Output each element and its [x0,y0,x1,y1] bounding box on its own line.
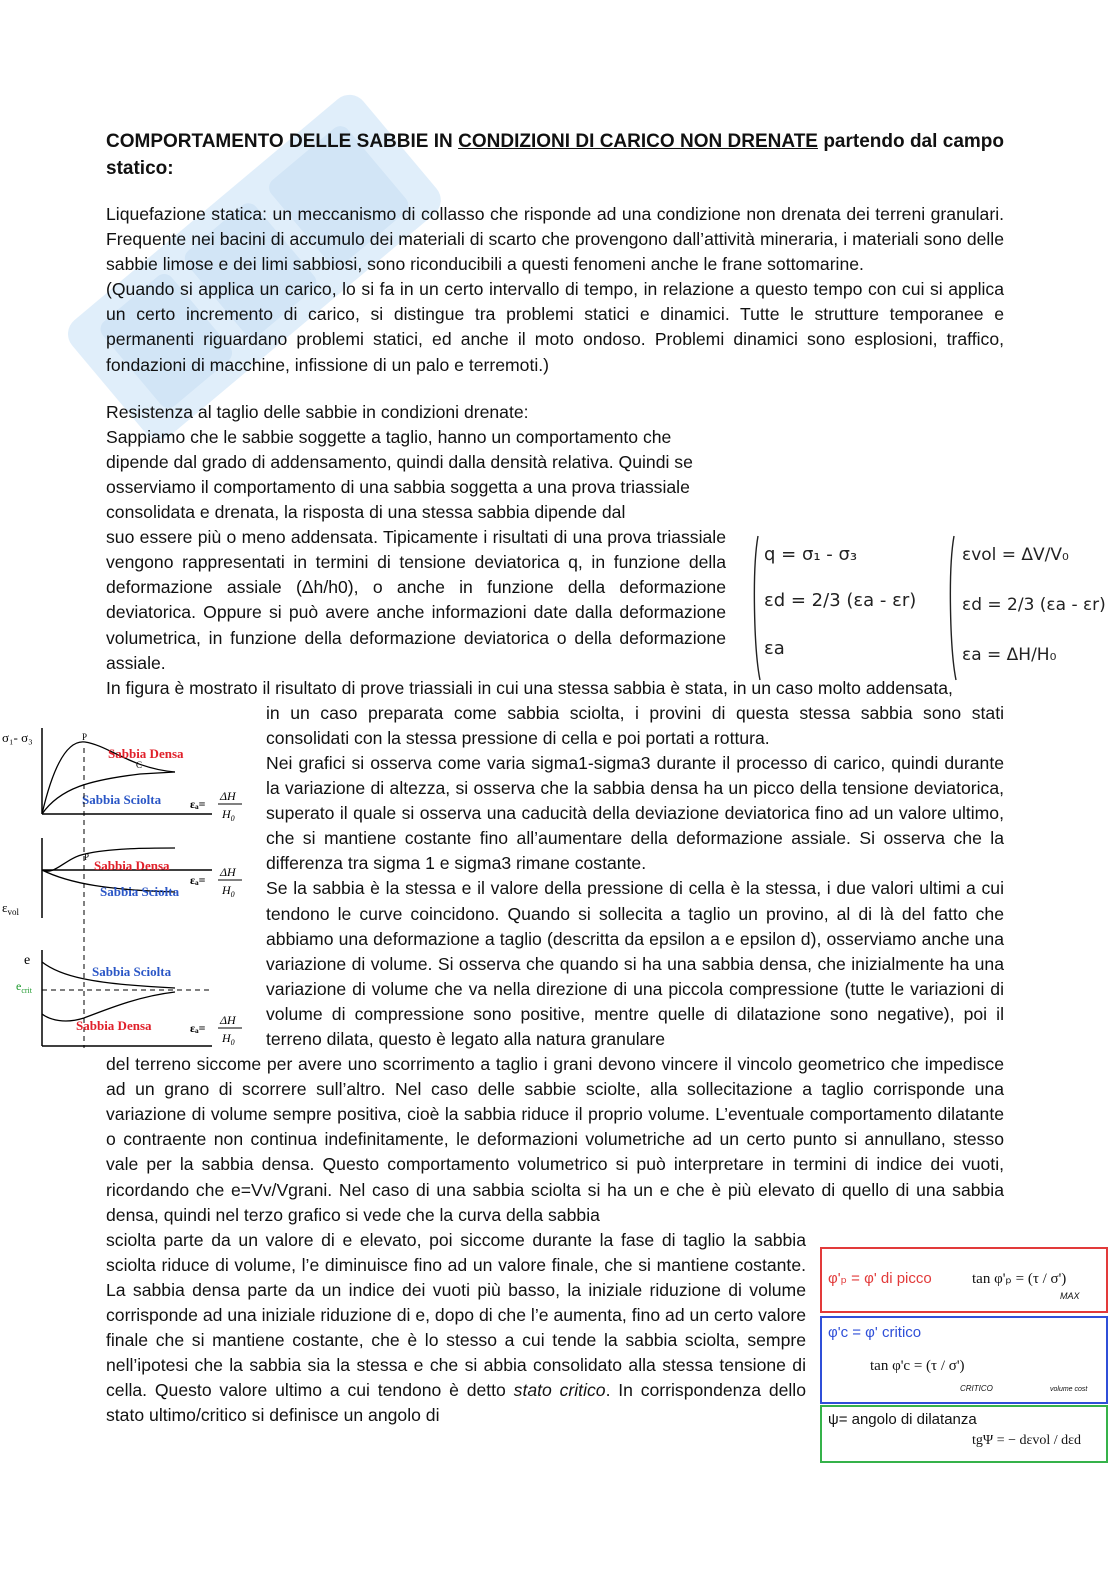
label-loose-1: Sabbia Sciolta [82,792,162,807]
eps-a-3: εₐ= [190,1021,206,1035]
peak-friction-box [820,1247,1108,1313]
label-dense-3: Sabbia Densa [76,1018,152,1033]
critical-label-text: φ'c = φ' critico [828,1324,922,1341]
hand-evol: εvol = ΔV/V₀ [962,545,1069,565]
critical-sub2: volume cost [1050,1386,1088,1393]
hand-q: q = σ₁ - σ₃ [764,544,858,565]
dilatancy-label-text: ψ= angolo di dilatanza [828,1411,977,1428]
axis-label-sigma: σ₁- σ₃ [2,730,33,745]
critical-formula: tan φ'c = (τ / σ') [870,1358,965,1374]
dH-2: ΔH [220,865,236,879]
crit-point-label: C [136,760,143,770]
hand-ea-left: εa [764,638,785,659]
label-dense-1: Sabbia Densa [108,746,184,761]
stato-critico-term: stato critico [513,1380,606,1401]
axis-label-e: e [24,953,31,968]
peak-formula-sub: MAX [1060,1291,1080,1301]
dilatancy-formula: tgΨ = − dεvol / dεd [972,1433,1082,1448]
page-title: COMPORTAMENTO DELLE SABBIE IN CONDIZIONI DI CARICO NON DRENATE partendo dal campo statico: [106,131,1004,179]
paragraph-carico: (Quando si applica un carico, lo si fa in un certo intervallo di tempo, in relazione a questo tempo con cui si applica un certo incremento di carico, si distingue tra problemi statici e dinamici. Tutte le strutture temporanee e permanenti riguardano problemi statici, ed anche il moto ondoso. Problemi dinamici sono esplosioni, traffico, fondazioni di macchine, infissione di un palo e terremoti.) [106,279,1004,375]
label-loose-3: Sabbia Sciolta [92,964,172,979]
axis-label-ecrit: $e_{crit}$ [16,979,32,995]
dH-3: ΔH [220,1013,236,1027]
section-heading-resistenza: Resistenza al taglio delle sabbie in condizioni drenate: [106,401,529,422]
label-dense-2: Sabbia Densa [94,858,170,873]
handwritten-formulas [748,530,1108,690]
triaxial-figure [0,718,262,1056]
label-loose-2: Sabbia Sciolta [100,884,180,899]
hand-ed-right: εd = 2/3 (εa - εr) [962,595,1106,615]
peak-label-2: P [84,852,90,862]
H0-1: $H_0$ [222,807,235,823]
hand-ea-right: εa = ΔH/H₀ [962,645,1057,665]
peak-label-text: φ'ₚ = φ' di picco [828,1270,932,1287]
paragraph-resistenza-b: suo essere più o meno addensata. Tipicamente i risultati di una prova triassiale vengono rappresentati in termini di tensione deviatorica q, in funzione della deformazione assiale (Δh/h0), o anche in funzione della deformazione deviatorica. Oppure si può avere anche informazioni date dalla deformazione volumetrica, in funzione della deformazione deviatorica o della deformazione assiale. [106,527,726,673]
peak-label: P [82,732,88,742]
hand-ed-left: εd = 2/3 (εa - εr) [764,590,917,611]
dilatancy-box [820,1405,1108,1463]
critical-friction-box [820,1316,1108,1404]
H0-3: $H_0$ [222,1031,235,1047]
peak-formula: tan φ'ₚ = (τ / σ') [972,1271,1067,1287]
paragraph-volume-b: del terreno siccome per avere uno scorrimento a taglio i grani devono vincere il vincolo geometrico che impedisce ad un grano di scorrere sull’altro. Nel caso delle sabbie sciolte, alla sollecitazione a taglio corrisponde una variazione di volume sempre positiva, cioè la sabbia riduce il proprio volume. L’eventuale comportamento dilatante o contraente non continua indefinitamente, le deformazioni volumetriche ad un certo punto si annullano, stesso vale per la sabbia densa. Questo comportamento volumetrico si può interpretare in termini di indice dei vuoti, ricordando che e=Vv/Vgrani. Nel caso di una sabbia sciolta si ha un e che è più elevato di quello di una sabbia densa, quindi nel terzo grafico si vede che la curva della sabbia [106,1054,1004,1225]
paragraph-volume-a: Se la sabbia è la stessa e il valore della pressione di cella è la stessa, i due valori ultimi a cui tendono le curve coincidono. Quando si sollecita a taglio un provino, al di là del fatto che abbiamo una deformazione a taglio (descritta da epsilon a e epsilon d), osserviamo anche una variazione di volume. Si osserva che quando si ha una sabbia densa, che inizialmente ha una variazione di volume che va nella direzione di una piccola compressione (tutte le variazioni di volume di compressione sono positive, mentre quelle di dilatazione sono negative), poi il terreno dilata, questo è legato alla natura granulare [266,878,1004,1049]
paragraph-liquefazione: Liquefazione statica: un meccanismo di collasso che risponde ad una condizione non drenata dei terreni granulari. Frequente nei bacini di accumulo dei materiali di scarto che provengono dall’attività mineraria, i materiali sono delle sabbie limose e dei limi sabbiosi, sono riconducibili a questi fenomeni anche le frane sottomarine. [106,204,1004,275]
paragraph-figura-b: in un caso preparata come sabbia sciolta, i provini di questa stessa sabbia sono stati consolidati con la stessa pressione di cella e poi portati a rottura. [266,702,1004,748]
critical-sub1: CRITICO [960,1384,993,1393]
paragraph-volume-c: sciolta parte da un valore di e elevato, poi siccome durante la fase di taglio la sabbia sciolta riduce di volume, l’e diminuisce fino ad un valore finale, che si mantiene costante. La sabbia densa parte da un indice dei vuoti più basso, la iniziale riduzione di volume corrisponde ad una iniziale riduzione di e, dopo di che l’e aumenta, fino ad un certo valore finale che si mantiene costante, che è lo stesso a cui tende la sabbia sciolta, sempre nell’ipotesi che la sabbia sia la stessa e che si abbia consolidato alla stessa tensione di cella. Questo valore ultimo a cui tendono è detto stato critico. In corrispondenza dello stato ultimo/critico si definisce un angolo di [106,1229,806,1426]
eps-a-2: εₐ= [190,873,206,887]
H0-2: $H_0$ [222,883,235,899]
paragraph-figura-a: In figura è mostrato il risultato di prove triassiali in cui una stessa sabbia è stata, in un caso molto addensata, [106,677,953,698]
dense-curve-3 [42,992,175,1021]
dH-1: ΔH [220,789,236,803]
paragraph-grafici: Nei grafici si osserva come varia sigma1-sigma3 durante il processo di carico, quindi durante la variazione di altezza, si osserva che la sabbia densa ha un picco della tensione deviatorica, superato il quale si osserva una caducità della deviazione deviatorica fino ad un valore ultimo, che si mantiene costante fino all’aumentare della deformazione assiale. Si osserva che la differenza tra sigma 1 e sigma3 rimane costante. [266,752,1004,874]
axis-label-evol: $\varepsilon_{vol}$ [2,900,19,917]
eps-a-1: εₐ= [190,797,206,811]
paragraph-resistenza-a: Sappiamo che le sabbie soggette a taglio, hanno un comportamento che dipende dal grado di addensamento, quindi dalla densità relativa. Quindi se osserviamo il comportamento di una sabbia soggetta a una prova triassiale consolidata e drenata, la risposta di una stessa sabbia dipende dal [106,426,693,523]
